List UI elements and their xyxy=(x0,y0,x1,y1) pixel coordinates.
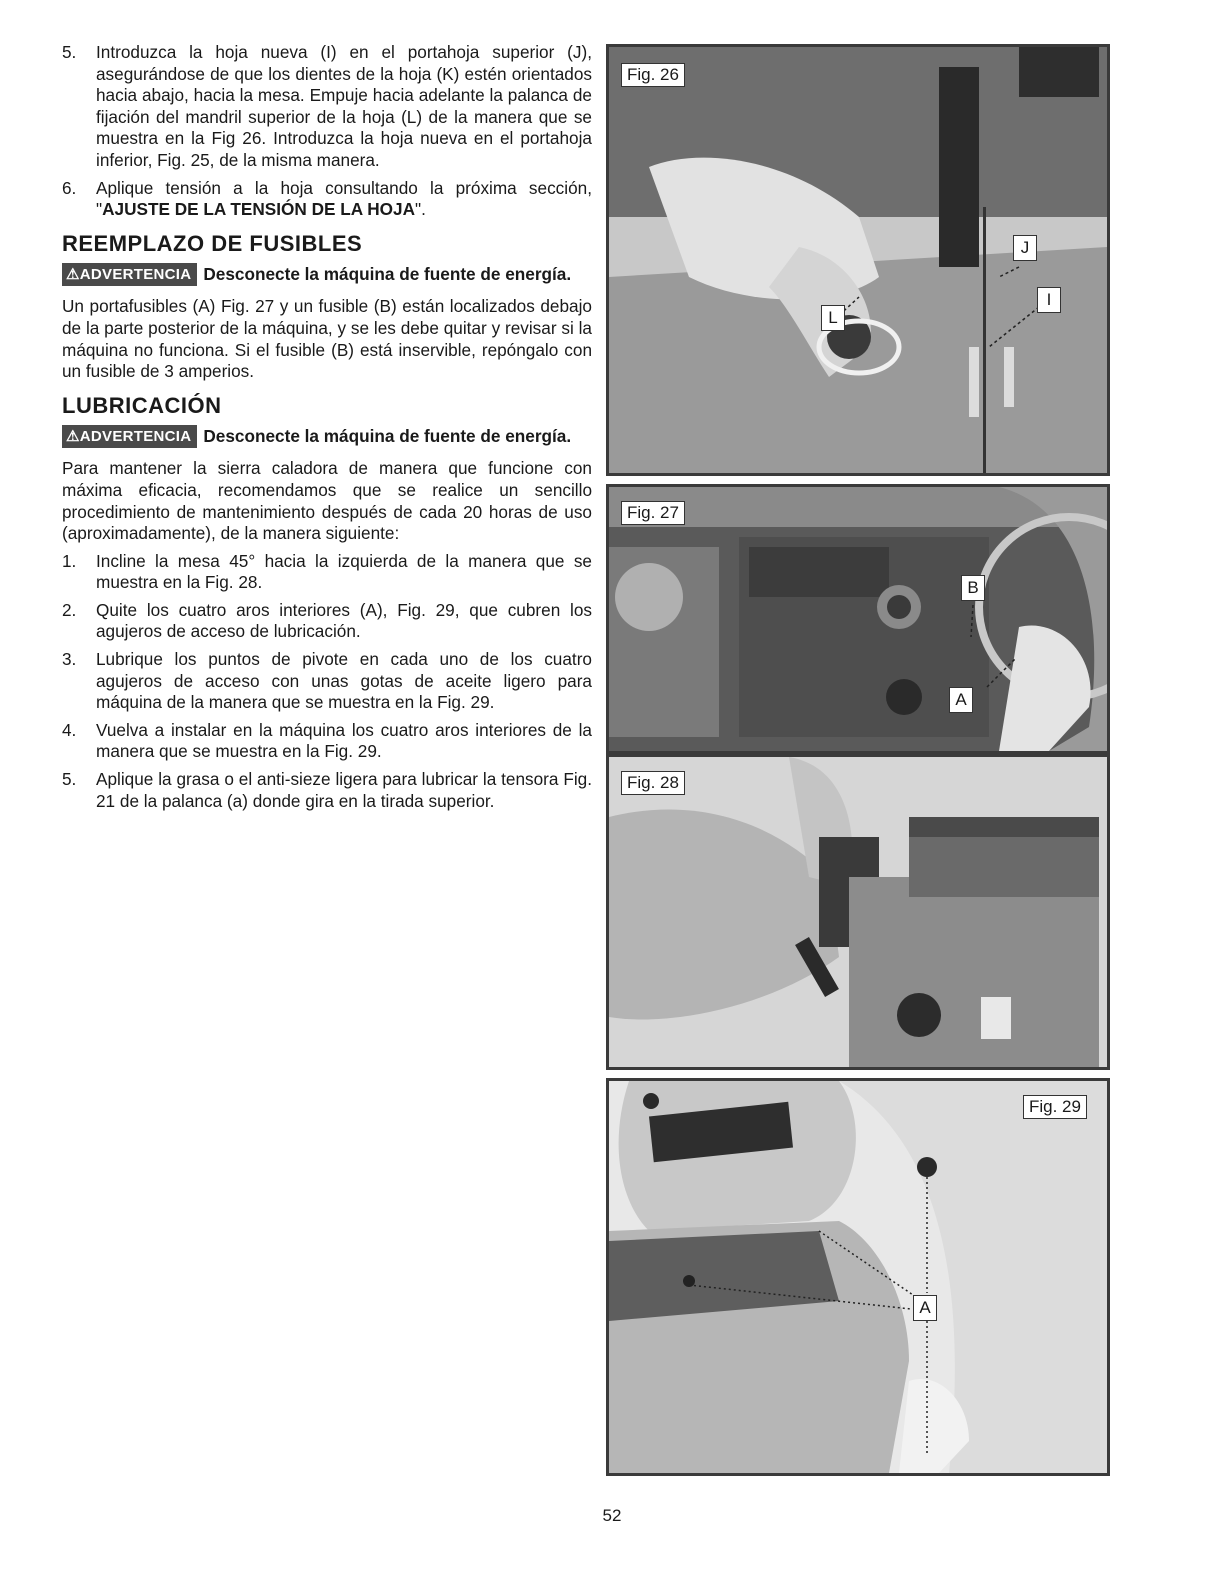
figure-label: Fig. 27 xyxy=(621,501,685,525)
step-text: Lubrique los puntos de pivote en cada uno de los cuatro agujeros de acceso con unas gotas de aceite ligero para máquina de la manera que se muestra en la Fig. 29. xyxy=(96,649,592,713)
figure-29-photo xyxy=(609,1081,1107,1473)
figure-27-photo xyxy=(609,487,1107,751)
warning-fuses xyxy=(62,263,592,287)
lub-step-1 xyxy=(62,551,592,594)
callout-i: I xyxy=(1037,287,1061,313)
step-text: Introduzca la hoja nueva (I) en el portahoja superior (J), asegurándose de que los dientes de la hoja (K) estén orientados hacia abajo, hacia la mesa. Empuje hacia adelante la palanca de fijación del mandril superior de la hoja (L) de la manera que se muestra en la Fig 26. Introduzca la hoja nueva en el portahoja inferior, Fig. 25, de la misma manera. xyxy=(96,42,592,170)
warning-lubrication xyxy=(62,425,592,449)
figure-28 xyxy=(606,754,1110,1070)
lubrication-paragraph: Para mantener la sierra caladora de manera que funcione con máxima eficacia, recomendamos que se realice un sencillo procedimiento de mantenimiento después de cada 20 horas de uso (aproximadamente), de la manera siguiente: xyxy=(62,458,592,544)
section-reference: AJUSTE DE LA TENSIÓN DE LA HOJA xyxy=(102,199,416,220)
step-text: Vuelva a instalar en la máquina los cuatro aros interiores de la manera que se muestra en la Fig. 29. xyxy=(96,719,592,762)
step-text-part: ". xyxy=(415,199,426,220)
step-number: 5. xyxy=(62,42,77,62)
step-6 xyxy=(62,178,592,221)
heading-lubrication: LUBRICACIÓN xyxy=(62,392,222,418)
figure-26 xyxy=(606,44,1110,476)
step-number: 1. xyxy=(62,550,77,571)
step-text: Incline la mesa 45° hacia la izquierda de la manera que se muestra en la Fig. 28. xyxy=(96,550,592,593)
figure-29 xyxy=(606,1078,1110,1476)
step-text xyxy=(96,178,592,221)
step-number: 3. xyxy=(62,649,77,670)
step-number: 6. xyxy=(62,177,77,198)
warning-badge: ⚠ADVERTENCIA xyxy=(62,263,197,287)
lub-step-3 xyxy=(62,649,592,714)
page-number: 52 xyxy=(602,1506,622,1525)
figure-28-photo xyxy=(609,757,1107,1067)
step-5 xyxy=(62,42,592,172)
callout-b: B xyxy=(961,575,985,601)
step-number: 4. xyxy=(62,719,77,740)
heading-fuses: REEMPLAZO DE FUSIBLES xyxy=(62,230,363,256)
figure-label: Fig. 29 xyxy=(1023,1095,1087,1119)
figure-label: Fig. 26 xyxy=(621,63,685,87)
step-number: 5. xyxy=(62,769,77,790)
callout-j: J xyxy=(1013,235,1037,261)
figure-label: Fig. 28 xyxy=(621,771,685,795)
figure-27 xyxy=(606,484,1110,754)
warning-badge: ⚠ADVERTENCIA xyxy=(62,425,197,449)
lub-step-4 xyxy=(62,720,592,763)
step-text: Quite los cuatro aros interiores (A), Fig. 29, que cubren los agujeros de acceso de lubricación. xyxy=(96,599,592,642)
text-column xyxy=(62,42,592,818)
fuses-paragraph: Un portafusibles (A) Fig. 27 y un fusible (B) están localizados debajo de la parte posterior de la máquina, y se les debe quitar y revisar si la máquina no funciona. Si el fusible (B) está inservible, repóngalo con un fusible de 3 amperios. xyxy=(62,296,592,382)
step-text-part: Aplique tensión a la hoja consultando la próxima sección, " xyxy=(96,177,592,220)
warning-text: Desconecte la máquina de fuente de energía. xyxy=(203,263,572,284)
lub-step-2 xyxy=(62,600,592,643)
warning-text: Desconecte la máquina de fuente de energía. xyxy=(203,425,572,446)
step-text: Aplique la grasa o el anti-sieze ligera para lubricar la tensora Fig. 21 de la palanca (a) donde gira en la tirada superior. xyxy=(96,769,592,811)
callout-a: A xyxy=(913,1295,937,1321)
callout-l: L xyxy=(821,305,845,331)
lub-step-5 xyxy=(62,769,592,812)
callout-a: A xyxy=(949,687,973,713)
step-number: 2. xyxy=(62,599,77,620)
